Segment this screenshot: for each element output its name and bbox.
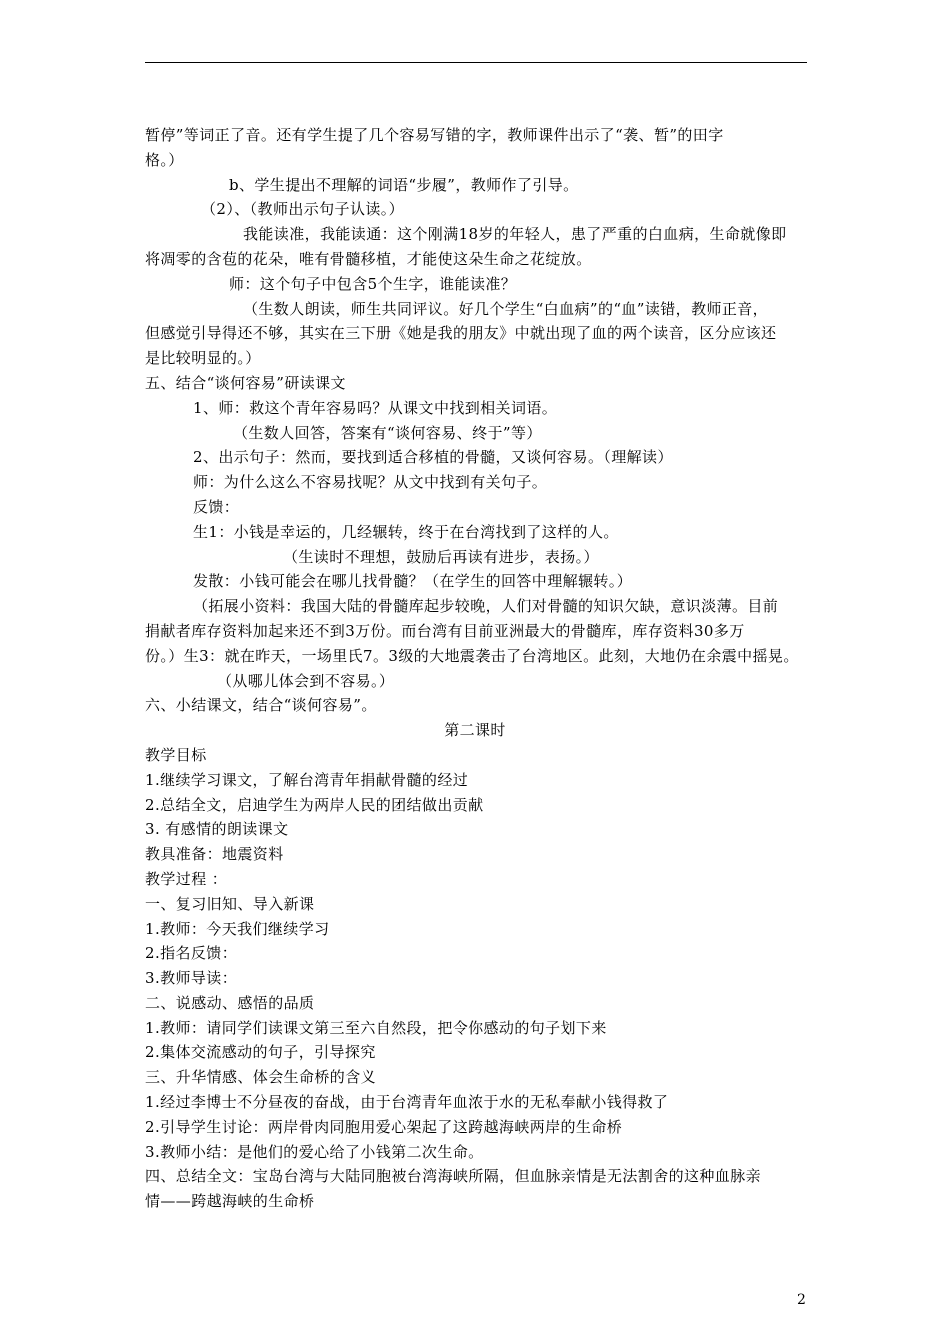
text-line: （2）、（教师出示句子认读。） — [201, 200, 405, 219]
section-heading: 四、总结全文：宝岛台湾与大陆同胞被台湾海峡所隔，但血脉亲情是无法割舍的这种血脉亲 — [145, 1167, 762, 1186]
section-heading: 教学目标 — [145, 745, 207, 764]
text-line: 1.继续学习课文，了解台湾青年捐献骨髓的经过 — [145, 770, 469, 789]
section-heading: 一、复习旧知、导入新课 — [145, 894, 315, 913]
text-line: 1、师：救这个青年容易吗？从课文中找到相关词语。 — [193, 398, 558, 417]
text-line: （生读时不理想，鼓励后再读有进步，表扬。） — [283, 547, 599, 566]
text-line: （拓展小资料：我国大陆的骨髓库起步较晚，人们对骨髓的知识欠缺，意识淡薄。目前 — [193, 597, 779, 616]
text-line: 暂停”等词正了音。还有学生提了几个容易写错的字，教师课件出示了“袭、暂”的田字 — [145, 126, 724, 144]
text-line: 教具准备：地震资料 — [145, 845, 284, 864]
section-heading: 六、小结课文，结合“谈何容易”。 — [145, 696, 377, 715]
text-line: 捐献者库存资料加起来还不到3万份。而台湾有目前亚洲最大的骨髓库，库存资料30多万 — [145, 621, 745, 640]
text-line: 将凋零的含苞的花朵，唯有骨髓移植，才能使这朵生命之花绽放。 — [145, 249, 592, 268]
text-line: 1.教师：请同学们读课文第三至六自然段，把令你感动的句子划下来 — [145, 1018, 607, 1037]
page-number: 2 — [797, 1292, 806, 1308]
section-heading: 五、结合“谈何容易”研读课文 — [145, 373, 346, 392]
text-line: 3.教师小结：是他们的爱心给了小钱第二次生命。 — [145, 1142, 484, 1161]
text-line: 1.经过李博士不分昼夜的奋战，由于台湾青年血浓于水的无私奉献小钱得救了 — [145, 1093, 669, 1112]
text-line: 1.教师：今天我们继续学习 — [145, 919, 330, 938]
text-line: 2.总结全文，启迪学生为两岸人民的团结做出贡献 — [145, 795, 484, 814]
text-line: 生1：小钱是幸运的，几经辗转，终于在台湾找到了这样的人。 — [193, 522, 619, 541]
text-line: 反馈： — [193, 497, 240, 516]
text-line: 2.集体交流感动的句子，引导探究 — [145, 1043, 376, 1062]
text-line: 3.教师导读： — [145, 969, 238, 988]
text-line: （从哪儿体会到不容易。） — [217, 671, 395, 690]
text-line: 3. 有感情的朗读课文 — [145, 820, 289, 839]
text-line: b、学生提出不理解的词语“步履”，教师作了引导。 — [229, 175, 579, 194]
text-line: 情——跨越海峡的生命桥 — [145, 1192, 315, 1211]
header-rule — [145, 62, 807, 63]
text-line: 师：这个句子中包含5个生字，谁能读准？ — [229, 274, 517, 293]
text-line: 2、出示句子：然而，要找到适合移植的骨髓，又谈何容易。（理解读） — [193, 448, 673, 467]
text-line: 2.引导学生讨论：两岸骨肉同胞用爱心架起了这跨越海峡两岸的生命桥 — [145, 1117, 623, 1136]
text-line: 但感觉引导得还不够，其实在三下册《她是我的朋友》中就出现了血的两个读音，区分应该还 — [145, 324, 777, 343]
text-line: 师：为什么这么不容易找呢？从文中找到有关句子。 — [193, 473, 548, 492]
text-line: 我能读准，我能读通：这个刚满18岁的年轻人，患了严重的白血病，生命就像即 — [243, 225, 787, 244]
section-heading: 二、说感动、感悟的品质 — [145, 993, 315, 1012]
text-line: 份。）生3：就在昨天，一场里氏7。3级的大地震袭击了台湾地区。此刻，大地仍在余震中摇晃。 — [145, 646, 799, 665]
lesson-title: 第二课时 — [444, 721, 506, 740]
text-line: 是比较明显的。） — [145, 349, 261, 368]
section-heading: 三、升华情感、体会生命桥的含义 — [145, 1068, 377, 1087]
document-body — [145, 123, 817, 1214]
text-line: 发散：小钱可能会在哪儿找骨髓？（在学生的回答中理解辗转。） — [193, 572, 633, 591]
text-line: 2.指名反馈： — [145, 944, 238, 963]
text-line: （生数人回答，答案有“谈何容易、终于”等） — [233, 423, 542, 442]
text-line: （生数人朗读，师生共同评议。好几个学生“白血病”的“血”读错，教师正音， — [243, 299, 769, 318]
text-line: 格。） — [145, 150, 184, 169]
section-heading: 教学过程 ： — [145, 869, 228, 888]
